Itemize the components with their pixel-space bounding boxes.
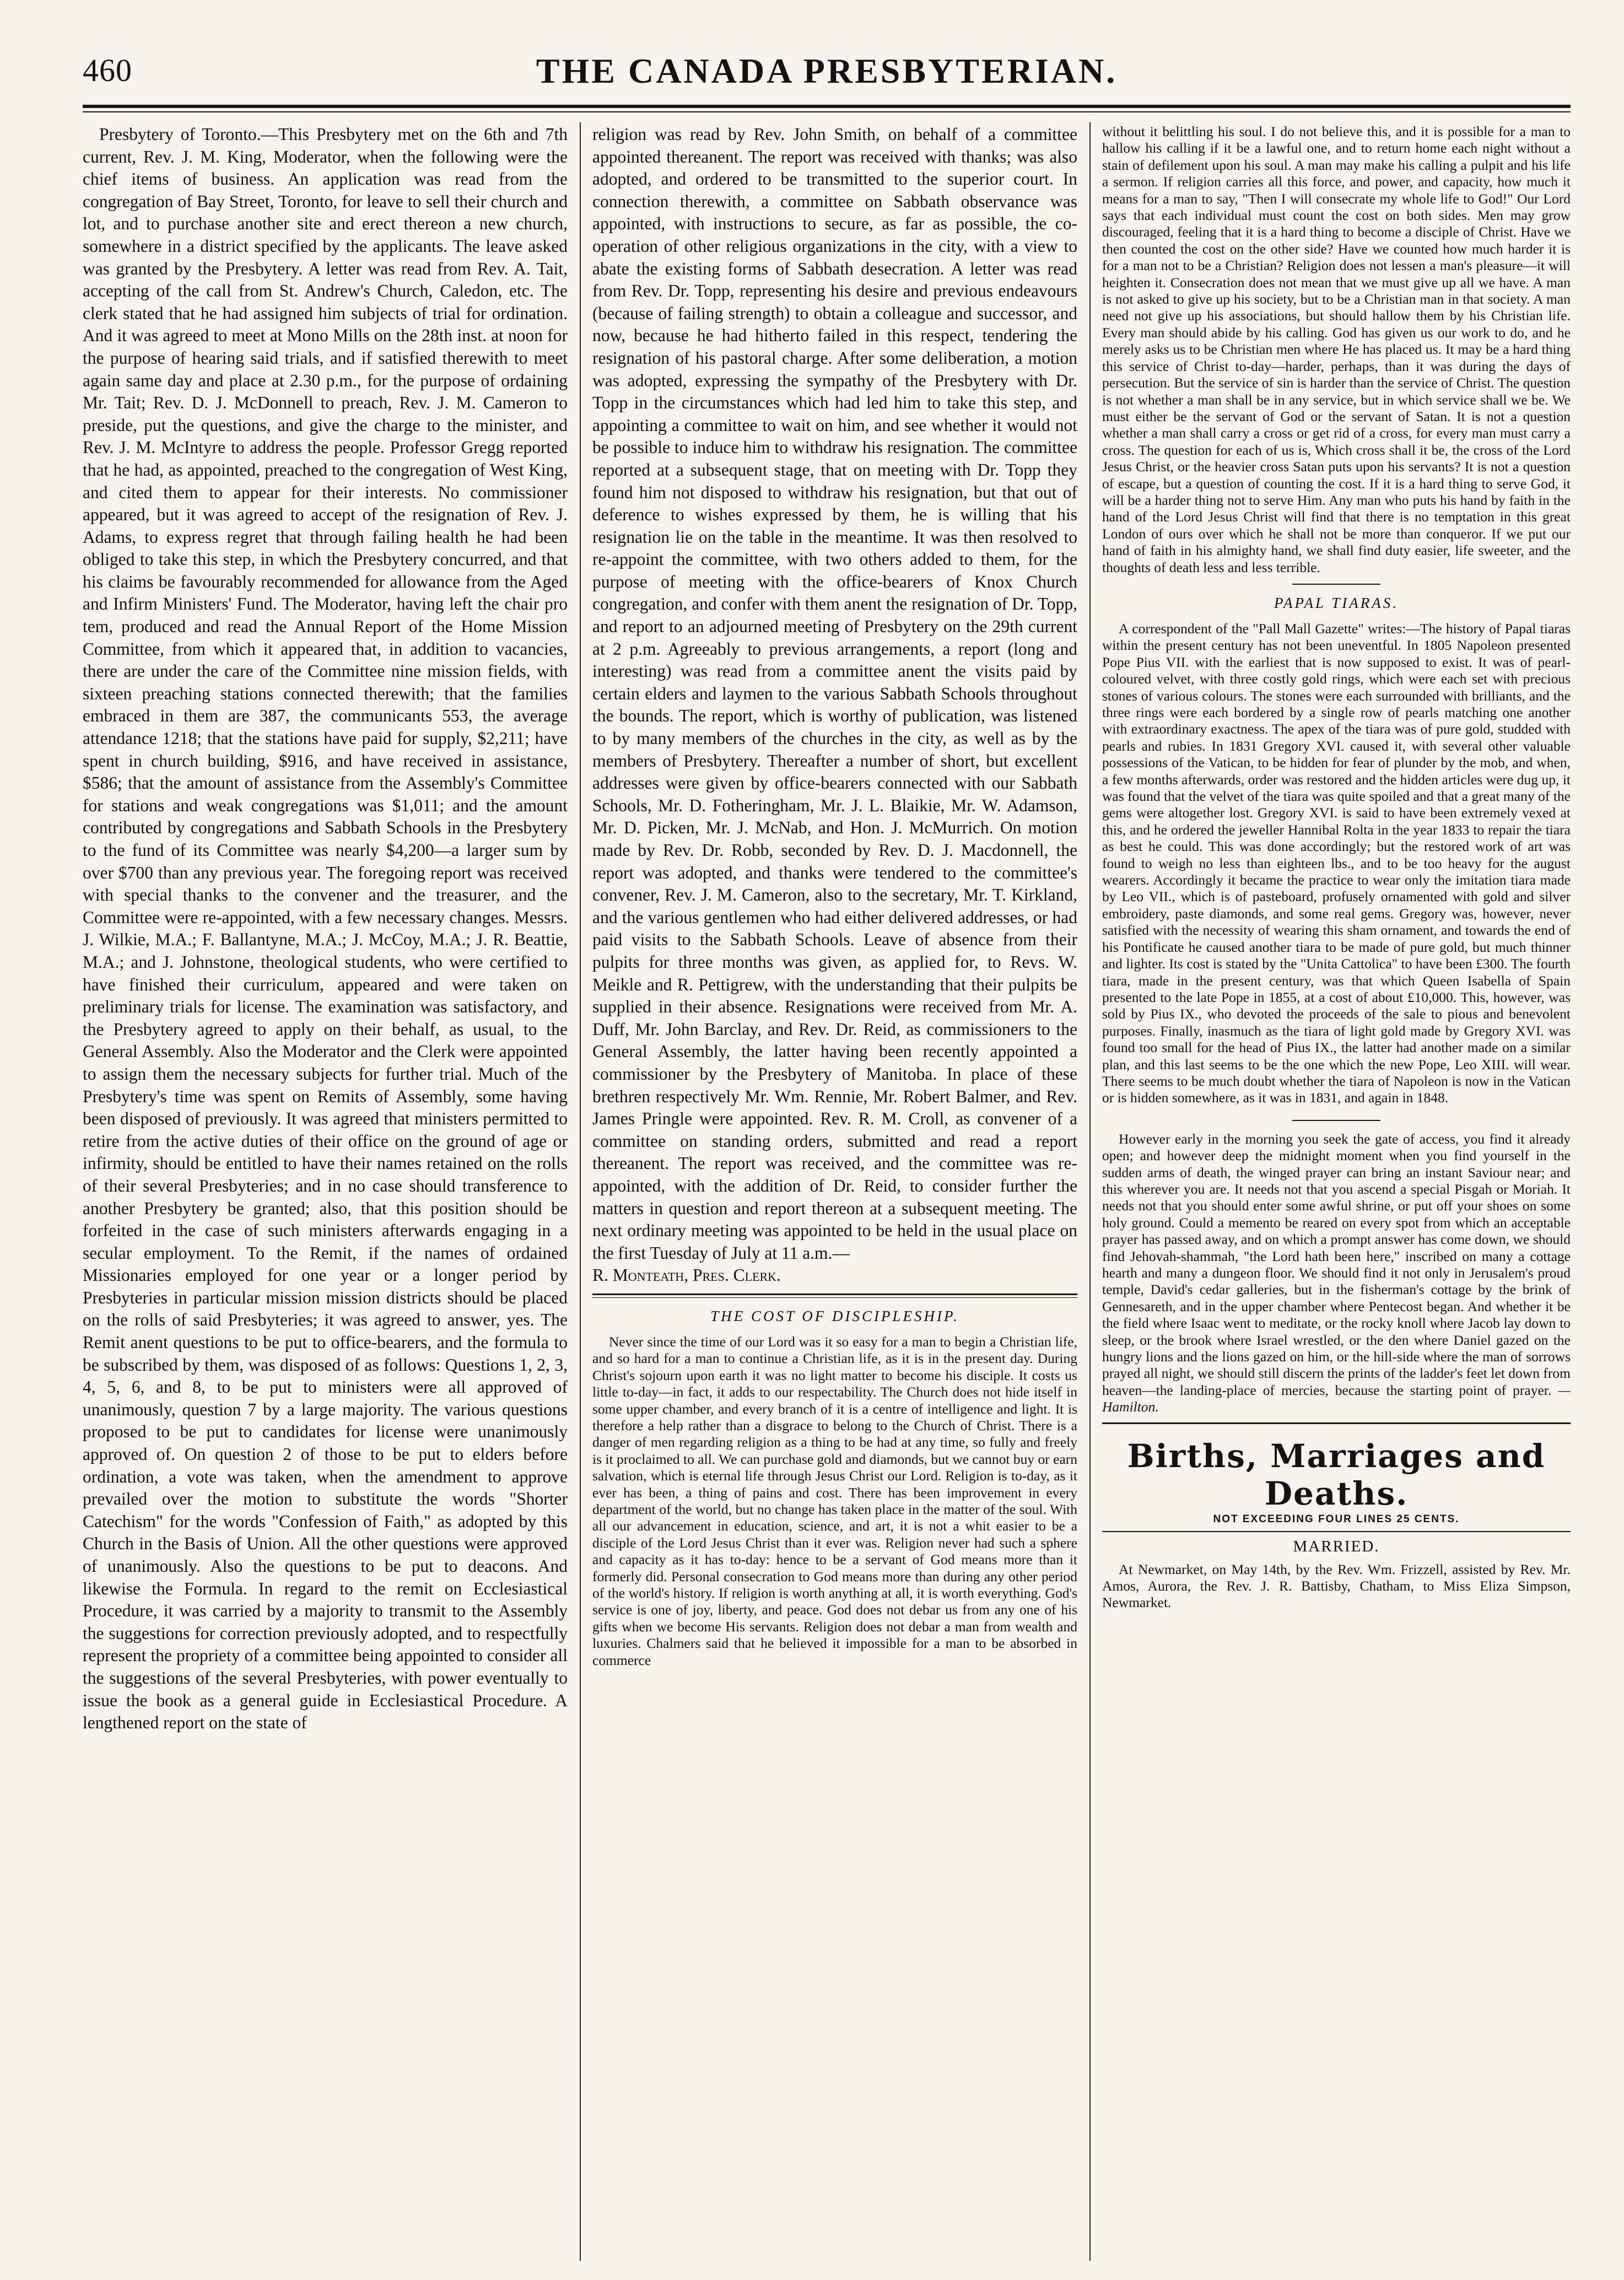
section-rule (1292, 584, 1380, 585)
section-rule (1292, 1120, 1380, 1121)
section-rule (1102, 1422, 1571, 1424)
section-rule (592, 1293, 1077, 1295)
discipleship-article: Never since the time of our Lord was it so easy for a man to begin a Christian life, and so hard for a man to continue a Christian life, as it is in the present day. During Christ's sojourn upon earth it was no light matter to become his disciple. It costs us little to-day—in fact, it adds to our respectability. The Church does not hide itself in some upper chamber, and every branch of it is a centre of intelligence and light. It is therefore a help rather than a disgrace to belong to the Church of Christ. There is a danger of men regarding religion as a thing to be had at any time, so fully and freely is it proclaimed to all. We can purchase gold and diamonds, but we cannot buy or earn salvation, which is eternal life through Jesus Christ our Lord. Religion is to-day, as it ever has been, a thing of pains and cost. There has been improvement in every department of the world, but no change has taken place in the matter of the soul. With all our advancement in education, science, and art, it is not a whit easier to be a disciple of the Lord Jesus Christ than it ever was. Religion never had such a sphere and capacity as it has to-day: hence to be a servant of God means more than it formerly did. Personal consecration to God means more than during any other period of the world's history. If religion is worth anything at all, it is worth everything. God's service is one of joy, liberty, and peace. God does not debar us from any one of his gifts when we become His servants. Religion does not debar a man from wealth and luxuries. Chalmers said that he believed it impossible for a man to be absorbed in commerce (592, 1333, 1077, 1668)
married-heading: MARRIED. (1293, 1537, 1380, 1555)
prayer-attribution: —Hamilton. (1102, 1382, 1571, 1415)
publication-title: THE CANADA PRESBYTERIAN. (536, 51, 1118, 90)
section-rule-thin (1102, 1531, 1571, 1532)
masthead-rule-thin (83, 111, 1571, 112)
tiaras-article: A correspondent of the "Pall Mall Gazette" writes:—The history of Papal tiaras within the present century has not been uneventful. In 1805 Napoleon presented Pope Pius VII. with the earliest that is now supposed to exist. It was of pearl-coloured velvet, with three costly gold rings, which were each set with precious stones of various colours. The stones were each surrounded with brilliants, and the three rings were each bordered by a single row of pearls matching one another with extraordinary exactness. The apex of the tiara was of pure gold, studded with pearls and rubies. In 1831 Gregory XVI. caused it, with several other valuable possessions of the Vatican, to be hidden for fear of plunder by the mob, and when, a few months afterwards, order was restored and the hidden articles were dug up, it was found that the velvet of the tiara was quite spoiled and that a great many of the gems were altogether lost. Gregory XVI. is said to have been extremely vexed at this, and he ordered the jeweller Hannibal Rolta in the year 1833 to repair the tiara as best he could. This was done accordingly; but the restored work of art was found to weigh no less than eighteen lbs., and to be too heavy for the august wearers. Accordingly it became the practice to wear only the imitation tiara made by Leo VII., which is of pasteboard, profusely ornamented with gold and silver embroidery, paste diamonds, and some real gems. Gregory was, however, never satisfied with the necessity of wearing this sham ornament, and towards the end of his Pontificate he caused another tiara to be made of pure gold, but much thinner and lighter. Its cost is stated by the "Unita Cattolica" to have been £300. The fourth tiara, made in the present century, was that which Queen Isabella of Spain presented to the late Pope in 1855, at a cost of about £10,000. This, however, was sold by Pius IX., who devoted the proceeds of the sale to pious and benevolent purposes. Finally, inasmuch as the tiara of light gold made by Gregory XVI. was found too small for the head of Pius IX., the latter had another made on a similar plan, and this last seems to be the one which the new Pope, Leo XIII. will wear. There seems to be much doubt whether the tiara of Napoleon is now in the Vatican or is hidden somewhere, as it was in 1831, and again in 1848. (1102, 620, 1571, 1106)
column-divider (580, 122, 581, 2261)
section-rule-thin (592, 1297, 1077, 1298)
column-3 (1102, 123, 1571, 2267)
discipleship-article-continued: without it belittling his soul. I do not believe this, and it is possible for a man to hallow his calling if it be a lawful one, and to return home each night without a stain of defilement upon his soul. A man may make his calling a pulpit and his life a sermon. If religion carries all this force, and power, and capacity, how much it means for a man to say, "Then I will consecrate my whole life to God!" Our Lord says that each individual must count the cost on both sides. Men may grow discouraged, feeling that it is a hard thing to become a disciple of Christ. Have we then counted the cost on the other side? Have we counted how much harder it is for a man not to be a Christian? Religion does not lessen a man's pleasure—it will heighten it. Consecration does not mean that we must give up all we have. A man is not asked to give up his society, but to be a Christian man in that society. A man need not give up his associations, but should hallow them by his Christian life. Every man should abide by his calling. God has given us our work to do, and he merely asks us to be Christian men where He has placed us. It may be a hard thing this service of Christ to-day—harder, perhaps, than it was during the days of persecution. But the service of sin is harder than the service of Christ. The question is not whether a man shall be in any service, but in which service shall we be. We must either be the servant of God or the servant of Satan. It is not a question whether a man shall carry a cross or get rid of a cross, for every man must carry a cross. The question for each of us is, Which cross shall it be, the cross of the Lord Jesus Christ, or the heavier cross Satan puts upon his servants? It is not a question of escape, but a question of counting the cost. If it is a hard thing to serve God, it will be a harder thing not to serve Him. Any man who puts his hand by faith in the hand of the Lord Jesus Christ will find that there is no temptation in this great London of ours over which he shall not be more than conqueror. If we put our hand of faith in his almighty hand, we shall find duty easier, life sweeter, and the thoughts of death less and less terrible. (1102, 123, 1571, 575)
presbytery-report: Presbytery of Toronto.—This Presbytery met on the 6th and 7th current, Rev. J. M. King, Moderator, when the following were the chief items of business. An application was read from the congregation of Bay Street, Toronto, for leave to sell their church and lot, and to purchase another site and erect thereon a new church, somewhere in a district specified by the applicants. The leave asked was granted by the Presbytery. A letter was read from Rev. A. Tait, accepting of the call from St. Andrew's Church, Caledon, etc. The clerk stated that he had assigned him subjects of trial for ordination. And it was agreed to meet at Mono Mills on the 28th inst. at noon for the purpose of hearing said trials, and if satisfied therewith to meet again same day and place at 2.30 p.m., for the purpose of ordaining Mr. Tait; Rev. D. J. McDonnell to preach, Rev. J. M. Cameron to preside, put the questions, and give the charge to the minister, and Rev. J. M. McIntyre to address the people. Professor Gregg reported that he had, as appointed, preached to the congregation of West King, and cited them to appear for their interests. No commissioner appeared, but it was agreed to accept of the resignation of Rev. J. Adams, to express regret that through failing health he had been obliged to take this step, in which the Presbytery concurred, and that his claims be favourably recommended for allowance from the Aged and Infirm Ministers' Fund. The Moderator, having left the chair pro tem, produced and read the Annual Report of the Home Mission Committee, from which it appeared that, in addition to vacancies, there are under the care of the Committee nine mission fields, with sixteen preaching stations connected therewith; that the families embraced in them are 387, the communicants 553, the average attendance 1218; that the stations have paid for supply, $2,211; have spent in church building, $916, and have received in assistance, $586; that the amount of assistance from the Assembly's Committee for stations and weak congregations was $1,011; and the amount contributed by congregations and Sabbath Schools in the Presbytery to the fund of its Committee was nearly $4,200—a larger sum by over $700 than any previous year. The foregoing report was received with special thanks to the convener and the treasurer, and the Committee were re-appointed, with a few necessary changes. Messrs. J. Wilkie, M.A.; F. Ballantyne, M.A.; J. McCoy, M.A.; J. R. Beattie, M.A.; and J. Johnstone, theological students, who were certified to have finished their curriculum, appeared and were taken on preliminary trials for license. The examination was satisfactory, and the Presbytery agreed to apply on their behalf, as usual, to the General Assembly. Also the Moderator and the Clerk were appointed to assign them the necessary subjects for further trial. Much of the Presbytery's time was spent on Remits of Assembly, some having been disposed of previously. It was agreed that ministers permitted to retire from the active duties of their office on the ground of age or infirmity, should be entitled to have their names retained on the rolls of their several Presbyteries; and in no case should transference to another Presbytery be granted; also, that this position should be forfeited in the case of such ministers afterwards engaging in a secular employment. To the Remit, if the names of ordained Missionaries employed for one year or a longer period by Presbyteries in particular mission mission districts should be placed on the rolls of said Presbyteries; it was agreed to answer, yes. The Remit anent questions to be put to office-bearers, and the formula to be subscribed by them, was disposed of as follows: Questions 1, 2, 3, 4, 5, 6, and 8, to be put to ministers were all approved of unanimously, question 7 by a large majority. The various questions proposed to be put to candidates for license were unanimously approved of. On question 2 of those to be put to elders before ordination, a vote was taken, when the amendment to approve prevailed over the motion to substitute the words "Shorter Catechism" for the words "Confession of Faith," as adopted by this Church in the Basis of Union. All the other questions were approved of unanimously. Also the questions to be put to deacons. And likewise the Formula. In regard to the remit on Ecclesiastical Procedure, it was carried by a majority to transmit to the Assembly the suggestions for correction previously adopted, and to respectfully represent the propriety of a committee being appointed to consider all the suggestions of the several Presbyteries, with power eventually to issue the book as a general guide in Ecclesiastical Procedure. A lengthened report on the state of (83, 125, 568, 1733)
discipleship-heading: THE COST OF DISCIPLESHIP. (710, 1307, 959, 1324)
column-2 (592, 123, 1077, 2267)
page-number: 460 (83, 52, 132, 88)
tiaras-heading: PAPAL TIARAS. (1274, 594, 1399, 611)
column-divider (1089, 122, 1091, 2261)
notices-heading: Births, Marriages and Deaths. (1127, 1437, 1546, 1512)
married-notice: At Newmarket, on May 14th, by the Rev. Wm. Frizzell, assisted by Rev. Mr. Amos, Aurora, the Rev. J. R. Battisby, Chatham, to Miss Eliza Simpson, Newmarket. (1102, 1561, 1571, 1611)
masthead-rule (83, 105, 1571, 108)
column-1 (83, 123, 568, 2267)
notices-rate: NOT EXCEEDING FOUR LINES 25 CENTS. (1213, 1513, 1460, 1525)
prayer-text: However early in the morning you seek the gate of access, you find it already open; and however deep the midnight moment when you find yourself in the sudden arms of death, the winged prayer can bring an instant Saviour near; and this wherever you are. It needs not that you ascend a special Pisgah or Moriah. It needs not that you should enter some awful shrine, or put off your shoes on some holy ground. Could a memento be reared on every spot from which an acceptable prayer has passed away, and on which a prompt answer has come down, we should find Jehovah-shammah, "the Lord hath been here," inscribed on many a cottage hearth and many a dungeon floor. We should find it not only in Jerusalem's proud temple, David's cedar galleries, but in the fisherman's cottage by the brink of Gennesareth, and in the upper chamber where Pentecost began. And whether it be the field where Isaac went to meditate, or the rocky knoll where Jacob lay down to sleep, or the brook where Israel wrestled, or the den where Daniel gazed on the hungry lions and the lions gazed on him, or the hill-side where the man of sorrows prayed all night, we should still discern the prints of the ladder's feet let down from heaven—the landing-place of mercies, because the starting point of prayer. (1102, 1130, 1571, 1398)
presbytery-signature: R. Monteath, Pres. Clerk. (592, 1265, 781, 1285)
presbytery-report-continued: religion was read by Rev. John Smith, on behalf of a committee appointed thereanent. The report was received with thanks; was also adopted, and ordered to be transmitted to the superior court. In connection therewith, a committee on Sabbath observance was appointed, with instructions to secure, as far as possible, the co-operation of other religious organizations in the city, with a view to abate the existing forms of Sabbath desecration. A letter was read from Rev. Dr. Topp, representing his desire and previous endeavours (because of failing strength) to obtain a colleague and successor, and now, because he had hitherto failed in this respect, tendering the resignation of his pastoral charge. After some deliberation, a motion was adopted, expressing the sympathy of the Presbytery with Dr. Topp in the circumstances which had led him to take this step, and appointing a committee to wait on him, and see whether it would not be possible to induce him to withdraw his resignation. The committee reported at a subsequent stage, that on meeting with Dr. Topp they found him not disposed to withdraw his resignation, but that out of deference to wishes expressed by them, he is willing that his resignation lie on the table in the meantime. It was then resolved to re-appoint the committee, with two others added to them, for the purpose of meeting with the office-bearers of Knox Church congregation, and confer with them anent the resignation of Dr. Topp, and report to an adjourned meeting of Presbytery on the 29th current at 2 p.m. Agreeably to previous arrangements, a report (long and interesting) was read from a committee anent the visits paid by certain elders and laymen to the various Sabbath Schools throughout the bounds. The report, which is worthy of publication, was listened to by many members of the churches in the city, as well as by the members of Presbytery. Thereafter a number of short, but excellent addresses were given by office-bearers connected with our Sabbath Schools, Mr. D. Fotheringham, Mr. J. L. Blaikie, Mr. W. Adamson, Mr. D. Picken, Mr. J. McNab, and Hon. J. McMurrich. On motion made by Rev. Dr. Robb, seconded by Rev. D. J. Macdonnell, the report was adopted, and thanks were tendered to the committee's convener, Rev. J. M. Cameron, also to the secretary, Mr. T. Kirkland, and the various gentlemen who had either delivered addresses, or had paid visits to the Sabbath Schools. Leave of absence from their pulpits for three months was given, as applied for, to Revs. W. Meikle and R. Pettigrew, with the understanding that their pulpits be supplied in their absence. Resignations were received from Mr. A. Duff, Mr. John Barclay, and Rev. Dr. Reid, as commissioners to the General Assembly, the latter having been recently appointed a commissioner by the Presbytery of Manitoba. In place of these brethren respectively Mr. Wm. Rennie, Mr. Robert Balmer, and Rev. James Pringle were appointed. Rev. R. M. Croll, as convener of a committee on standing orders, submitted and read a report thereanent. The report was received, and the committee was re-appointed, with the addition of Dr. Reid, to consider further the matters in question and report thereon at a subsequent meeting. The next ordinary meeting was appointed to be held in the usual place on the first Tuesday of July at 11 a.m.— (592, 125, 1077, 1263)
masthead (83, 48, 1571, 99)
prayer-article (1102, 1131, 1571, 1416)
